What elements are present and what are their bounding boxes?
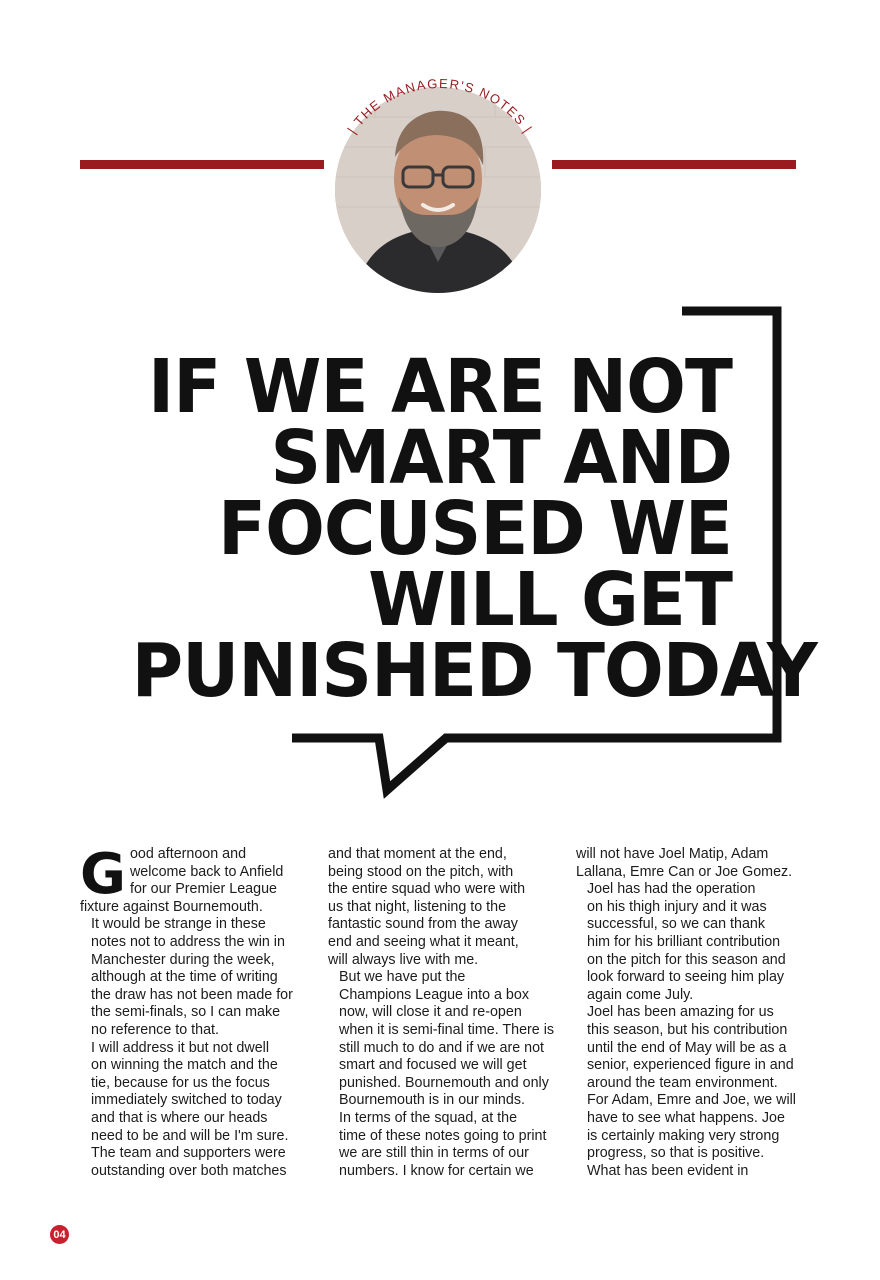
text-line: on his thigh injury and it was — [587, 898, 767, 915]
text-line: is certainly making very strong — [587, 1127, 780, 1144]
headline-line: PUNISHED TODAY — [131, 628, 817, 714]
text-line: have to see what happens. Joe — [587, 1109, 785, 1126]
text-line: still much to do and if we are not — [339, 1039, 545, 1056]
text-line: will not have Joel Matip, Adam — [576, 846, 769, 862]
text-line: we are still thin in terms of our — [339, 1145, 529, 1162]
text-line: ood afternoon and — [129, 846, 247, 862]
text-line: Lallana, Emre Can or Joe Gomez. — [576, 863, 793, 880]
text-line: fixture against Bournemouth. — [80, 898, 263, 915]
text-line: us that night, listening to the — [328, 898, 507, 915]
article-paragraph — [328, 1110, 546, 1180]
text-line: The team and supporters were — [91, 1145, 286, 1162]
text-line: end and seeing what it meant, — [328, 933, 519, 950]
svg-text:| JÜRGEN KLOPP | — [374, 253, 506, 288]
article-paragraph — [576, 1004, 794, 1092]
article-body — [80, 842, 796, 1186]
text-line: smart and focused we will get — [339, 1057, 527, 1074]
article-paragraph — [576, 846, 794, 881]
headline-line: SMART AND — [270, 415, 732, 501]
text-line: progress, so that is positive. — [587, 1145, 765, 1162]
text-line: on the pitch for this season and — [587, 951, 786, 968]
article-paragraph — [80, 916, 298, 1039]
text-line: Bournemouth is in our minds. — [339, 1092, 525, 1109]
article-paragraph — [328, 846, 546, 969]
text-line: the draw has not been made for — [91, 986, 293, 1003]
drop-cap: G — [80, 842, 126, 907]
article-paragraph — [576, 1163, 794, 1181]
text-line: need to be and will be I'm sure. — [91, 1127, 289, 1144]
article-paragraph — [576, 881, 794, 1004]
article-paragraph — [328, 969, 555, 1110]
text-line: the semi-finals, so I can make — [91, 1004, 281, 1021]
text-line: him for his brilliant contribution — [587, 933, 781, 950]
article-column-3 — [576, 846, 794, 1186]
text-line: being stood on the pitch, with — [328, 863, 514, 880]
text-line: for our Premier League — [129, 881, 277, 898]
text-line: Joel has been amazing for us — [587, 1004, 774, 1021]
text-line: senior, experienced figure in and — [587, 1057, 794, 1074]
text-line: and that is where our heads — [91, 1109, 268, 1126]
text-line: Champions League into a box — [339, 986, 529, 1003]
headline-line: FOCUSED WE — [217, 486, 732, 572]
text-line: the entire squad who were with — [328, 881, 526, 898]
text-line: will always live with me. — [328, 951, 479, 968]
text-line: immediately switched to today — [91, 1092, 282, 1109]
svg-text:| THE MANAGER'S NOTES | — [344, 76, 535, 137]
headline-line: IF WE ARE NOT — [148, 344, 732, 430]
text-line: and that moment at the end, — [328, 846, 507, 862]
text-line: around the team environment. — [587, 1074, 778, 1091]
text-line: when it is semi-final time. There is — [339, 1021, 555, 1038]
text-line: time of these notes going to print — [339, 1127, 547, 1144]
text-line: until the end of May will be as a — [587, 1039, 787, 1056]
text-line: look forward to seeing him play — [587, 969, 785, 986]
section-label: | THE MANAGER'S NOTES | — [344, 75, 536, 137]
article-paragraph — [80, 1145, 298, 1180]
headline-line: WILL GET — [368, 557, 732, 643]
text-line: tie, because for us the focus — [91, 1074, 270, 1091]
author-label: | JÜRGEN KLOPP | — [374, 252, 506, 288]
text-line: notes not to address the win in — [91, 933, 285, 950]
text-line: although at the time of writing — [91, 969, 278, 986]
text-line: It would be strange in these — [91, 916, 266, 933]
text-line: Joel has had the operation — [587, 881, 756, 898]
text-line: this season, but his contribution — [587, 1021, 788, 1038]
text-line: again come July. — [587, 986, 694, 1003]
text-line: But we have put the — [339, 969, 466, 986]
text-line: numbers. I know for certain we — [339, 1162, 534, 1179]
text-line: welcome back to Anfield — [129, 863, 284, 880]
text-line: What has been evident in — [587, 1162, 749, 1179]
text-line: fantastic sound from the away — [328, 916, 518, 933]
text-line: punished. Bournemouth and only — [339, 1074, 549, 1091]
article-column-1 — [80, 842, 298, 1186]
page-number-badge: 04 — [50, 1225, 69, 1244]
text-line: For Adam, Emre and Joe, we will — [587, 1092, 796, 1109]
article-paragraph — [576, 1092, 794, 1162]
text-line: no reference to that. — [91, 1021, 219, 1038]
text-line: In terms of the squad, at the — [339, 1109, 518, 1126]
text-line: successful, so we can thank — [587, 916, 766, 933]
text-line: Manchester during the week, — [91, 951, 275, 968]
manager-notes-arc-label — [300, 40, 580, 330]
header-rule-left — [80, 160, 324, 169]
headline — [131, 344, 817, 714]
article-column-2 — [328, 846, 555, 1186]
text-line: outstanding over both matches — [91, 1162, 287, 1179]
text-line: now, will close it and re-open — [339, 1004, 522, 1021]
header-rule-right — [552, 160, 796, 169]
text-line: on winning the match and the — [91, 1057, 278, 1074]
text-line: I will address it but not dwell — [91, 1039, 269, 1056]
article-paragraph — [80, 1040, 298, 1146]
